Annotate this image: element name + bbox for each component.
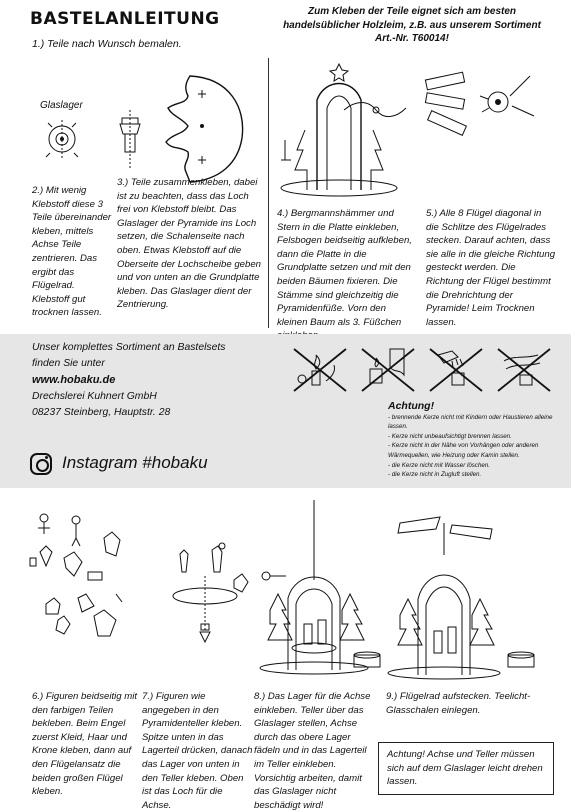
step-1-text: 1.) Teile nach Wunsch bemalen.: [32, 38, 182, 50]
caution-block: [388, 400, 566, 480]
promo-line-2: finden Sie unter: [32, 358, 105, 370]
curtain-warning-icon: [360, 345, 416, 395]
caution-item: - die Kerze nicht mit Wasser löschen.: [388, 461, 491, 469]
step-6-text: 6.) Figuren beidseitig mit den farbigen Teilen bekleben. Beim Engel zuerst Kleid, Haar und Krone kleben, dann auf den Flügelansatz die beiden großen Flügel kleben.: [32, 691, 138, 798]
final-warning-text: Achtung! Achse und Teller müssen sich auf dem Glaslager leicht drehen lassen.: [387, 749, 543, 788]
plate-figures-illustration: [150, 540, 260, 650]
step-4-text: 4.) Bergmannshämmer und Stern in die Platte einkleben, Felsbogen beidseitig aufkleben, dann die Platte in die Grundplatte setzen und mit den beiden Bäumen fixieren. Die Stämme sind gleichzeitig die Pyramidenfüße. Vorn den kleinen Baum als 3. Füßchen: [277, 208, 412, 328]
glue-note: Zum Kleben der Teile eignet sich am besten handelsüblicher Holzleim, z.B. aus unserem Sortiment Art.-Nr. T60014!: [283, 6, 541, 44]
promo-block: [32, 340, 262, 422]
glaslager-label: Glaslager: [40, 100, 83, 111]
step-8-text: 8.) Das Lager für die Achse einkleben. Teller über das Glaslager stellen, Achse durch das obere Lager fädeln und in das Lagerteil im Teller einkleben. Vorsichtig arbeiten, damit das Glaslager nicht beschädigt wird!: [254, 691, 371, 811]
pyramid-front-illustration: [277, 60, 402, 200]
caution-item: - brennende Kerze nicht mit Kindern oder Haustieren alleine lassen.: [388, 413, 553, 431]
divider: [268, 58, 269, 328]
caution-item: - Kerze nicht unbeaufsichtigt brennen lassen.: [388, 432, 512, 440]
step-9-text: 9.) Flügelrad aufstecken. Teelicht-Glasschalen einlegen.: [386, 691, 531, 716]
caution-item: - die Kerze nicht in Zugluft stellen.: [388, 471, 482, 479]
company-address: 08237 Steinberg, Hauptstr. 28: [32, 407, 171, 419]
company-name: Drechslerei Kuhnert GmbH: [32, 391, 157, 403]
page-title: BASTELANLEITUNG: [30, 9, 220, 29]
pyramid-final-illustration: [348, 515, 548, 685]
glass-bearing-illustration: [115, 110, 145, 170]
step-3-text: 3.) Teile zusammenkleben, dabei ist zu beachten, dass das Loch frei von Klebstoff bleibt. Das Glaslager der Pyramide ins Loch setzen, die Schalenseite nach oben. Etwas Klebstoff auf die Oberseite der Lochscheibe geben und von unten an die Grundplatte kleben. Das Glaslager dient der Zentrierung.: [117, 177, 262, 311]
promo-url[interactable]: www.hobaku.de: [32, 374, 116, 387]
base-plate-illustration: [150, 68, 250, 188]
caution-item: - Kerze nicht in der Nähe von Vorhängen oder anderen Wärmequellen, wie Heizung oder Kamin stellen.: [388, 442, 539, 460]
figures-parts-illustration: [24, 508, 134, 648]
instagram-icon: [30, 453, 52, 475]
step-5-text: 5.) Alle 8 Flügel diagonal in die Schlitze des Flügelrades stecken. Darauf achten, dass sie alle in die gleiche Richtung gesteckt werden. Die Richtung der Flügel bestimmt die Drehrichtung der Pyramide! Leim Trocknen lassen.: [426, 208, 556, 328]
final-warning-box: [378, 742, 554, 795]
wind-warning-icon: [496, 345, 552, 395]
wheel-assembled-illustration: [340, 98, 410, 120]
wheel-blades-illustration: [422, 66, 542, 146]
wheel-parts-illustration: [40, 115, 100, 165]
instagram-handle: Instagram #hobaku: [62, 453, 208, 472]
caution-title: Achtung!: [388, 400, 435, 412]
step-2-text: 2.) Mit wenig Klebstoff diese 3 Teile übereinander kleben, mittels Achse Teile zentrieren. Das ergibt das Flügelrad. Klebstoff gut trocknen lassen.: [32, 185, 112, 319]
flame-warning-icon: [292, 345, 348, 395]
step-7-text: 7.) Figuren wie angegeben in den Pyramidenteller kleben. Spitze unten in das Lagerteil drücken, danach das Lager von unten in den Teller kleben. Oben ist das Loch für die Achse.: [142, 691, 253, 811]
water-warning-icon: [428, 345, 484, 395]
promo-line-1: Unser komplettes Sortiment an Bastelsets: [32, 342, 226, 353]
